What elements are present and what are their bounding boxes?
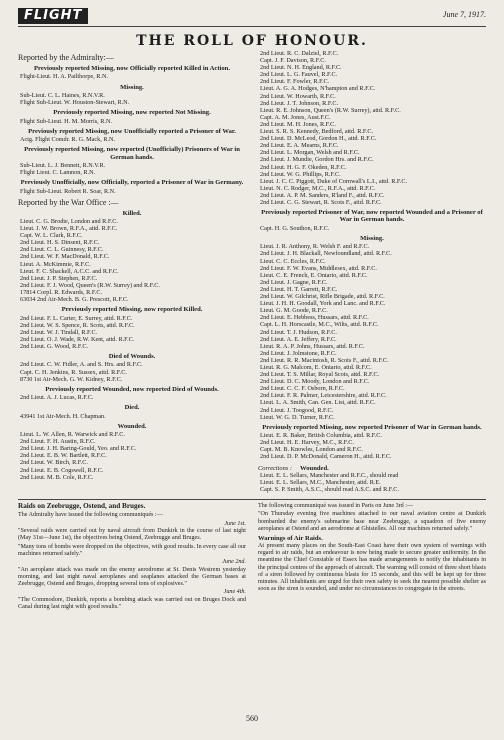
section-heading: Previously Unofficially, now Officially, reported a Prisoner of War in Germany.	[20, 179, 244, 187]
roll-entry: Lieut. R. A. P. Johns, Hussars, attd. R.F.C.	[260, 342, 365, 350]
roll-entry: Capt. L. H. Horscastle, M.C., Wilts, attd. R.F.C.	[260, 321, 379, 329]
roll-entry: 2nd Lieut. J. Mundie, Gordon Hrs. and R.F.C.	[260, 156, 374, 164]
roll-entry: Flight Sub-Lieut. H. M. Morris, R.N.	[20, 117, 112, 125]
admiralty-heading: Reported by the Admiralty:—	[18, 53, 114, 62]
roll-entry: 2nd Lieut. T. J. Hudson, R.F.C.	[260, 328, 337, 336]
article-paragraph: "On Thursday evening five machines attached to our naval aviation centre at Dunkirk bombarded the enemy's submarine base near Zeebrugge, a squadron of five enemy aeroplanes at Ostend and an aerodrome at Ghistelles. All our machines returned safely."	[258, 511, 486, 533]
roll-entry: 2nd Lieut. E. B. Cogswell, R.F.C.	[20, 466, 104, 474]
roll-entry: Lieut. A. McKimmie, R.F.C.	[20, 260, 91, 268]
roll-entry: 8730 1st Air-Mech. G. W. Kidney, R.F.C.	[20, 375, 123, 383]
roll-entry: Capt. S. P. Smith, A.S.C., should read A.S.C. and R.F.C.	[260, 486, 399, 494]
roll-entry: 2nd Lieut. D. P. McDonald, Cameron H., attd. R.F.C.	[260, 453, 392, 461]
roll-entry: 2nd Lieut. J. H. Blackall, Newfoundland, attd. R.F.C.	[260, 250, 392, 258]
roll-entry: 2nd Lieut. L. G. Fauvel, R.F.C.	[260, 71, 338, 79]
article-right-column	[258, 503, 486, 612]
entry-list	[18, 73, 246, 80]
roll-entry: 63034 2nd Air-Mech. B. G. Prescott, R.F.C.	[20, 296, 129, 304]
roll-entry: 2nd Lieut. H. E. Harvey, M.C., R.F.C.	[260, 439, 354, 447]
roll-entry: 2nd Lieut. A. E. Jeffery, R.F.C.	[260, 335, 337, 343]
article-left-column	[18, 503, 246, 612]
roll-entry: Lieut. J. W. Brown, R.F.A., attd. R.F.C.	[20, 225, 118, 233]
entry-list	[18, 162, 246, 176]
page-number: 560	[246, 714, 258, 723]
entry-list	[18, 413, 246, 420]
roll-entry: Capt. H. G. Southon, R.F.C.	[260, 224, 330, 232]
roll-entry: Capt. C. H. Jenkins, R. Sussex, attd. R.F.C.	[20, 368, 127, 376]
roll-entry: 2nd Lieut. W. Gilchrist, Rifle Brigade, attd. R.F.C.	[260, 293, 385, 301]
entry-list	[18, 394, 246, 401]
roll-entry: 2nd Lieut. J. P. Stephen, R.F.C.	[20, 274, 98, 282]
entry-list	[18, 92, 246, 106]
section-heading: Previously reported Missing, now reported Killed.	[61, 306, 203, 314]
entry-list	[18, 315, 246, 350]
article-columns	[18, 500, 486, 612]
roll-entry: 2nd Lieut. H. S. Dinsent, R.F.C.	[20, 239, 100, 247]
roll-entry: 2nd Lieut. F. J. Wood, Queen's (R.W. Surrey) and R.F.C.	[20, 281, 160, 289]
roll-entry: 2nd Lieut. L. Morgan, Welsh and R.F.C.	[260, 149, 360, 157]
section-heading: Missing.	[120, 83, 144, 91]
war-office-heading: Reported by the War Office :—	[18, 197, 119, 207]
roll-entry: 2nd Lieut. E. Hebbess, Hussars, attd. R.F.C.	[260, 314, 369, 322]
roll-entry: 2nd Lieut. R. C. Dalziel, R.F.C.	[260, 50, 339, 57]
roll-entry: Lieut. J. H. H. Goodall, York and Lanc. and R.F.C.	[260, 300, 386, 308]
roll-entry: 2nd Lieut. H. T. Garrett, R.F.C.	[260, 285, 338, 293]
entry-list	[258, 472, 486, 493]
roll-entry: Lieut. E. L. Sellars, M.C., Manchester, attd. R.E.	[260, 479, 381, 486]
article-paragraph: At present many places on the South-East Coast have their own system of warnings with regard to air raids, but an endeavour is now being made to secure greater uniformity. In the meantime the Chief Constable of Essex has made arrangements to notify the inhabitants in the principal centres of the approach of aircraft. The warning will consist of three short blasts of a siren followed by continuous blasts for 15 seconds, and this will be kept up for three minutes. All inhabitants are urged for their own safety to seek the nearest possible shelter as soon as the siren is sounded, and under no circumstances to congregate in the streets.	[258, 542, 486, 593]
roll-entry: Lieut. J. R. Anthony, R. Welsh F. and R.F.C.	[260, 243, 370, 251]
roll-entry: Lieut. G. M. Goode, R.F.C.	[260, 307, 328, 315]
roll-entry: 2nd Lieut. J. Toogood, R.F.C.	[260, 406, 334, 414]
roll-entry: 2nd Lieut. J. H. Baring-Gould, Yeo. and R.F.C.	[20, 445, 137, 453]
roll-entry: Lieut. E. L. Sellars, Manchester and R.F.C., should read	[260, 471, 399, 479]
entry-list	[258, 243, 486, 420]
entry-list	[18, 218, 246, 303]
section-heading: Wounded.	[300, 464, 329, 472]
roll-entry: 2nd Lieut. W. J. Tindall, R.F.C.	[20, 328, 98, 336]
roll-entry: 2nd Lieut. E. A. Mearns, R.F.C.	[260, 142, 339, 150]
entry-list	[18, 136, 246, 143]
roll-entry: 2nd Lieut. C. W. Fidler, A. and S. Hrs. and R.F.C.	[20, 361, 143, 369]
warnings-heading: Warnings of Air Raids.	[258, 535, 323, 543]
issue-date: June 7, 1917.	[442, 10, 486, 19]
roll-entry: Flight-Lieut. H. A. Pailthorpe, R.N.	[20, 73, 108, 81]
article-paragraph: "Many tons of bombs were dropped on the objectives, with good results. In every case all our machines returned safely."	[18, 543, 246, 557]
roll-entry: 43941 1st Air-Mech. H. Chapman.	[20, 412, 106, 420]
roll-entry: Sub-Lieut. C. L. Haines, R.N.V.R.	[20, 91, 105, 99]
section-heading: Previously reported Missing, now reported Not Missing.	[53, 109, 211, 117]
roll-entry: 2nd Lieut. W. Howarth, R.F.C.	[260, 92, 336, 100]
section-heading: Died of Wounds.	[108, 353, 156, 360]
entry-list	[18, 118, 246, 125]
section-heading: Previously reported Missing, now reported (Unofficially) Prisoners of War in German hands.	[24, 146, 240, 161]
dateline: June 2nd.	[222, 559, 246, 566]
roll-entry: Lieut. A. G. A. Hodges, N'hampton and R.F.C.	[260, 85, 376, 93]
roll-entry: 2nd Lieut. G. Wood, R.F.C.	[20, 342, 88, 350]
roll-entry: Flight Lieut. C. Lamnon, R.N.	[20, 169, 96, 176]
entry-list	[18, 361, 246, 382]
roll-entry: 2nd Lieut. D. C. Moody, London and R.F.C.	[260, 378, 370, 386]
section-heading: Missing.	[360, 234, 384, 242]
section-heading: Previously reported Missing, now reported Prisoner of War in German hands.	[262, 423, 482, 431]
masthead-logo: FLIGHT	[18, 8, 88, 24]
roll-entry: 2nd Lieut. T. S. Millar, Royal Scots, attd. R.F.C.	[260, 371, 380, 379]
roll-entry: Lieut. W. G. D. Turner, R.F.C.	[260, 413, 335, 421]
article-paragraph: The Admiralty have issued the following communiqués :—	[18, 512, 163, 519]
entry-list	[258, 50, 486, 206]
roll-entry: 2nd Lieut. D. McLeod, Gordon H., attd. R.F.C.	[260, 135, 377, 143]
roll-entry: Flight Sub-Lieut. Robert R. Soar, R.N.	[20, 187, 116, 195]
roll-entry: 2nd Lieut. N. H. England, R.F.C.	[260, 64, 342, 72]
dateline: June 1st.	[224, 520, 246, 527]
roll-entry: 2nd Lieut. F. Fowler, R.F.C.	[260, 78, 330, 86]
roll-entry: Lieut. E. R. Baker, British Columbia, attd. R.F.C.	[260, 432, 382, 440]
section-heading: Previously reported Missing, now Officially reported Killed in Action.	[34, 65, 230, 72]
roll-entry: Sub-Lieut. L. J. Bennett, R.N.V.R.	[20, 161, 106, 169]
left-column	[18, 50, 246, 493]
roll-entry: 2nd Lieut. A. P. M. Sanders, R'land F., attd. R.F.C.	[260, 191, 385, 199]
section-heading: Wounded.	[117, 422, 147, 430]
roll-entry: 2nd Lieut. M. H. Jones, R.F.C.	[260, 120, 336, 128]
roll-entry: 2nd Lieut. F. W. Evans, Middlesex, attd. R.F.C.	[260, 264, 377, 272]
roll-entry: 2nd Lieut. F. H. Austin, R.F.C.	[20, 438, 96, 446]
roll-entry: Lieut. L. A. Smith, Can. Gen. List, attd. R.F.C.	[260, 399, 376, 407]
roll-entry: 2nd Lieut. W. Birch, R.F.C.	[20, 459, 88, 467]
roll-entry: Lieut. C. E. French, E. Ontario, attd. R.F.C.	[260, 271, 368, 279]
section-heading: Previously reported Wounded, now reported Died of Wounds.	[45, 385, 219, 393]
section-heading: Killed.	[122, 209, 142, 217]
roll-entry: 2nd Lieut. A. J. Lucas, R.F.C.	[20, 394, 94, 402]
roll-entry: Lieut. N. C. Rodger, M.C., R.F.A., attd. R.F.C.	[260, 184, 376, 192]
roll-entry: Actg. Flight Comdr. R. G. Mack, R.N.	[20, 136, 116, 143]
roll-entry: 2nd Lieut. H. G. F. Okeden, R.F.C.	[260, 163, 347, 171]
roll-entry: 2nd Lieut. O. J. Wade, R.W. Kent, attd. R.F.C.	[20, 335, 135, 343]
roll-entry: 2nd Lieut. C. C. F. Osborn, R.F.C.	[260, 385, 345, 393]
roll-entry: 2nd Lieut. E. B. W. Bartlett, R.F.C.	[20, 452, 107, 460]
entry-list	[258, 225, 486, 232]
page-title: THE ROLL OF HONOUR.	[136, 33, 368, 49]
section-heading: Previously reported Prisoner of War, now reported Wounded and a Prisoner of War in German hands.	[261, 209, 483, 224]
roll-entry: Lieut. L. W. Allen, R. Warwick and R.F.C.	[20, 431, 125, 439]
roll-entry: 2nd Lieut. J. Gagne, R.F.C.	[260, 278, 328, 286]
article-paragraph: "The Commodore, Dunkirk, reports a bombing attack was carried out on Bruges Dock and Canal during last night with good results."	[18, 596, 246, 611]
roll-entry: Capt. A. M. Jones, Aust.F.C.	[260, 113, 331, 121]
roll-entry: 2nd Lieut. F. L. Carter, E. Surrey, attd. R.F.C.	[20, 314, 133, 322]
roll-entry: 2nd Lieut. J. T. Johnson, R.F.C.	[260, 99, 339, 107]
corrections-label: Corrections :	[258, 464, 293, 472]
roll-entry: 2nd Lieut. J. Jolmstone, R.F.C.	[260, 349, 337, 357]
roll-entry: 2nd Lieut. W. F. MacDonald, R.F.C.	[20, 253, 110, 261]
roll-entry: 2nd Lieut. C. L. Guinnesy, R.F.C.	[20, 246, 104, 254]
entry-list	[258, 432, 486, 460]
roll-entry: 2nd Lieut. C. G. Stewart, R. Scots F., attd. R.F.C.	[260, 198, 382, 206]
roll-of-honour-columns	[18, 50, 486, 493]
section-heading: Died.	[124, 404, 140, 412]
roll-entry: Lieut. S. R. S. Kennedy, Bedford, attd. R.F.C.	[260, 128, 374, 136]
roll-entry: Capt. J. F. Davison, R.F.C.	[260, 57, 326, 65]
roll-entry: 2nd Lieut. W. S. Spence, R. Scots, attd. R.F.C.	[20, 321, 135, 329]
article-paragraph: "An aeroplane attack was made on the enemy aerodrome at St. Denis Westrem yesterday morning, and last night naval aeroplanes and seaplanes attacked the German bases at Zeebrugge, Ostend and Bruges, dropping several tons of explosives."	[18, 566, 246, 588]
roll-entry: Capt. M. B. Knowles, London and R.F.C.	[260, 446, 363, 454]
corrections-row	[258, 465, 486, 472]
roll-entry: Lieut. J. C. C. Piggott, Duke of Cornwall's L.I., attd. R.F.C.	[260, 177, 408, 185]
roll-entry: Lieut. C. G. Brodie, London and R.F.C.	[20, 218, 118, 225]
page-header	[18, 6, 486, 27]
roll-entry: Lieut. C. C. Eccles, R.F.C.	[260, 257, 326, 265]
entry-list	[18, 431, 246, 481]
right-column	[258, 50, 486, 493]
dateline: June 4th.	[223, 589, 246, 596]
roll-entry: Lieut. R. E. Johnson, Queen's (R.W. Surrey), attd. R.F.C.	[260, 106, 401, 114]
roll-entry: Lieut. R. G. Malcom, E. Ontario, attd. R.F.C.	[260, 363, 372, 371]
section-heading: Previously reported Missing, now Unofficially reported a Prisoner of War.	[28, 127, 236, 135]
roll-entry: 2nd Lieut. R. R. Macintosh, R. Scots F., attd. R.F.C.	[260, 356, 389, 364]
entry-list	[18, 188, 246, 195]
article-paragraph: The following communiqué was issued in Paris on June 3rd :—	[258, 503, 414, 510]
roll-entry: Flight Sub-Lieut. W. Houston-Stewart, R.N.	[20, 99, 130, 106]
roll-entry: Lieut. F. C. Shackell, A.C.C. and R.F.C.	[20, 267, 119, 275]
article-title: Raids on Zeebrugge, Ostend, and Bruges.	[18, 502, 146, 511]
roll-entry: 17814 Corpl. R. Edwards, R.F.C.	[20, 288, 103, 296]
roll-entry: 2nd Lieut. W. G. Phillips, R.F.C.	[260, 170, 341, 178]
article-paragraph: "Several raids were carried out by naval aircraft from Dunkirk in the course of last night (May 31st—June 1st), the objectives being Ostend, Zeebrugge and Bruges.	[18, 528, 246, 542]
roll-entry: 2nd Lieut. F. R. Palmer, Leicestershire, attd. R.F.C.	[260, 392, 387, 400]
roll-entry: 2nd Lieut. M. B. Cole, R.F.C.	[20, 473, 94, 481]
roll-entry: Capt. W. L. Clark, R.F.C.	[20, 232, 83, 240]
